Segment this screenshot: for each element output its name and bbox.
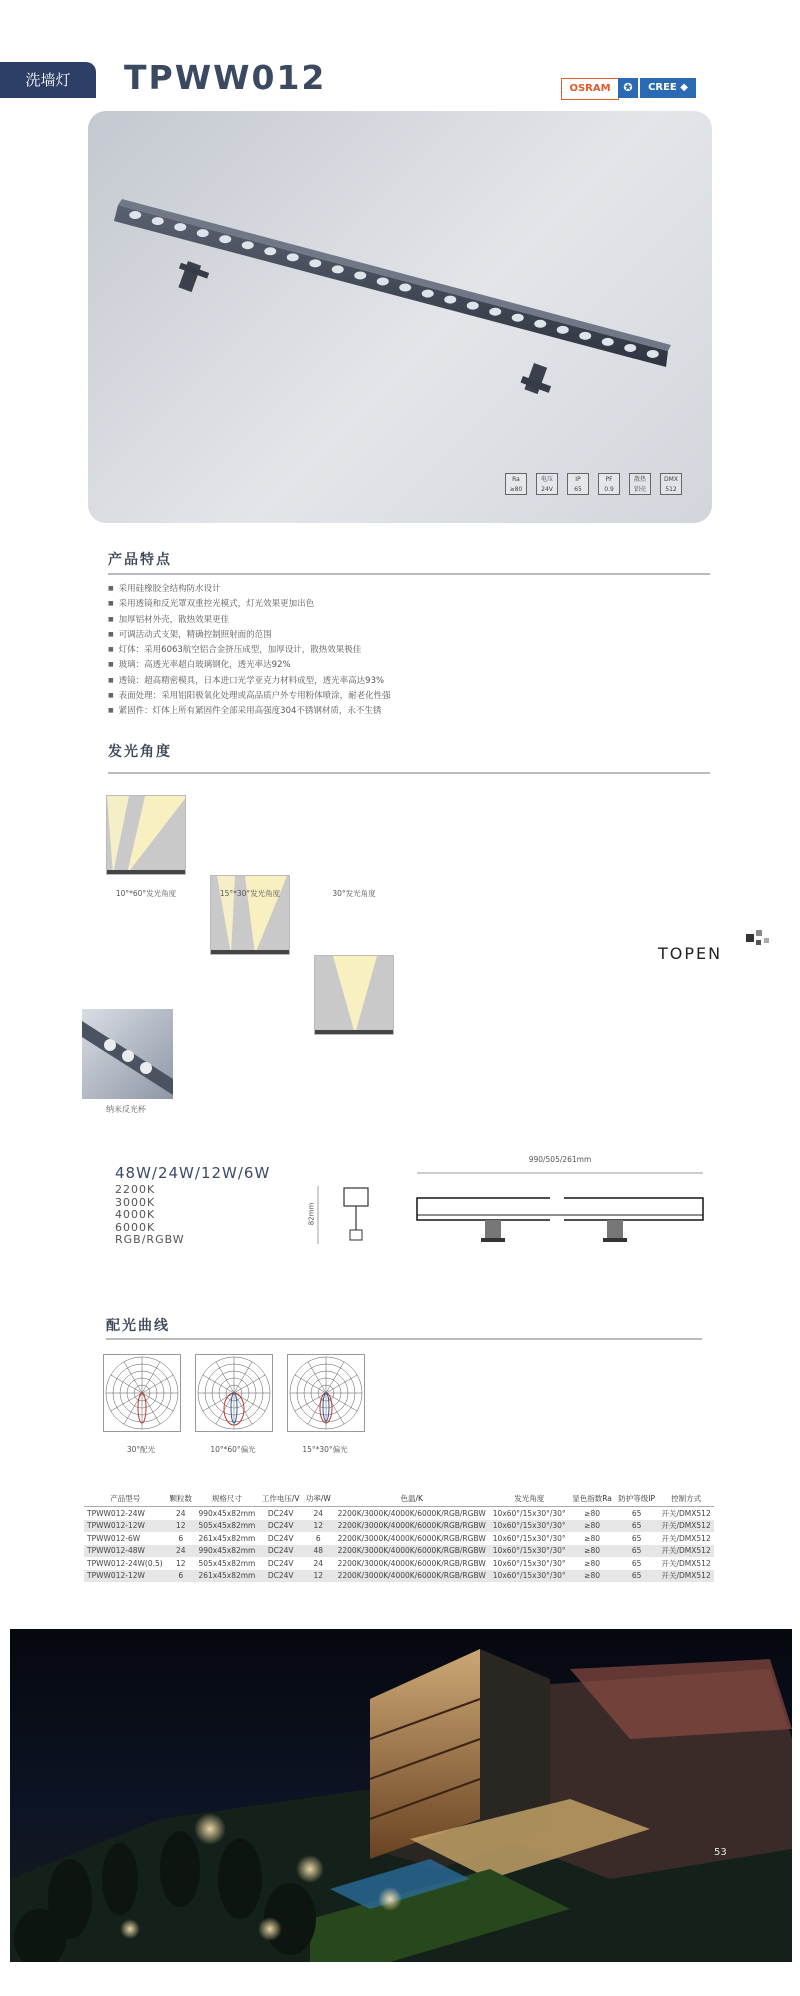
- led-lens: [512, 314, 524, 322]
- table-cell: 开关/DMX512: [658, 1520, 714, 1533]
- ra-icon: Ra ≥80: [505, 473, 527, 495]
- led-lens: [489, 308, 501, 316]
- led-lens: [534, 320, 546, 328]
- table-cell: TPWW012-24W(0.5): [87, 1558, 163, 1568]
- color-temperature-list: [115, 1184, 185, 1247]
- column-header: 发光角度: [489, 1491, 569, 1507]
- side-view-drawing: [307, 1180, 380, 1250]
- table-cell: 24: [176, 1508, 186, 1518]
- led-lens: [219, 235, 231, 243]
- table-cell: TPWW012-12W: [84, 1520, 166, 1533]
- table-cell: 2200K/3000K/4000K/6000K/RGB/RGBW: [337, 1558, 486, 1568]
- table-cell: 65: [631, 1558, 642, 1568]
- table-cell: 990x45x82mm: [195, 1545, 258, 1558]
- led-lens: [444, 296, 456, 304]
- beam-diagram-10x60: [106, 795, 186, 875]
- color-temp-item: 4000K: [115, 1208, 156, 1221]
- wall-washer-illustration: [88, 111, 712, 523]
- table-row: [84, 1545, 714, 1558]
- table-cell: 65: [631, 1508, 642, 1518]
- topen-logo: [658, 944, 722, 963]
- osram-logo: OSRAM: [561, 78, 619, 100]
- page-number: 53: [714, 1847, 727, 1858]
- table-cell: ≥80: [569, 1520, 615, 1533]
- ip-icon: IP 65: [567, 473, 589, 495]
- length-dimension: 990/505/261mm: [528, 1155, 592, 1164]
- table-row: [84, 1507, 714, 1520]
- beam-diagram-15x30: [210, 875, 290, 955]
- beam-caption: 10°*60°发光角度: [115, 889, 177, 898]
- table-cell: 10x60°/15x30°/30°: [492, 1508, 566, 1518]
- table-cell: 24: [313, 1508, 324, 1518]
- table-cell: 2200K/3000K/4000K/6000K/RGB/RGBW: [334, 1520, 490, 1533]
- led-lens: [579, 332, 591, 340]
- led-lens: [467, 302, 479, 310]
- spec-icon-row: [505, 473, 682, 495]
- table-cell: 65: [631, 1533, 642, 1543]
- topen-wordmark: TOPEN: [658, 944, 723, 963]
- column-header: 功率/W: [303, 1491, 334, 1507]
- table-cell: ≥80: [569, 1570, 615, 1583]
- table-cell: 12: [176, 1558, 186, 1568]
- curve-caption: 30°配光: [126, 1445, 156, 1454]
- beam-caption: 15°*30°发光角度: [219, 889, 281, 898]
- table-cell: 12: [303, 1520, 334, 1533]
- feature-item: ■ 紧固件：灯体上所有紧固件全部采用高强度304不锈钢材质，永不生锈: [108, 704, 391, 719]
- table-cell: TPWW012-48W: [84, 1545, 166, 1558]
- column-header: 工作电压/V: [259, 1491, 303, 1507]
- led-lens: [174, 223, 186, 231]
- table-cell: 10x60°/15x30°/30°: [492, 1558, 566, 1568]
- table-cell: 6: [178, 1533, 184, 1543]
- polar-curve-30: [103, 1354, 181, 1432]
- table-cell: 10x60°/15x30°/30°: [489, 1520, 569, 1533]
- features-list: [108, 582, 391, 720]
- table-cell: 261x45x82mm: [195, 1570, 258, 1583]
- light-curve-divider: [106, 1338, 702, 1340]
- color-temp-item: 3000K: [115, 1195, 156, 1209]
- led-lens: [602, 338, 614, 346]
- feature-item: ■ 透镜：超高精密模具，日本进口光学亚克力材料成型，透光率高达93%: [108, 674, 391, 689]
- table-cell: 505x45x82mm: [195, 1520, 258, 1533]
- table-header-row: [84, 1491, 714, 1507]
- voltage-icon: 电压 24V: [536, 473, 558, 495]
- heat-sink-icon: 散热 铝壳: [629, 473, 651, 495]
- detail-caption: 纳米反光杯: [106, 1105, 146, 1114]
- table-cell: 990x45x82mm: [198, 1508, 256, 1518]
- category-tab: 洗墙灯: [0, 62, 96, 98]
- beam-angle-heading: 发光角度: [108, 744, 172, 760]
- column-header: 显色指数Ra: [569, 1491, 615, 1507]
- table-cell: 65: [615, 1570, 658, 1583]
- topen-mark-icon: [736, 930, 772, 954]
- table-row: [84, 1570, 714, 1583]
- table-cell: 65: [615, 1545, 658, 1558]
- application-night-photo: [10, 1629, 792, 1962]
- led-lens: [129, 211, 141, 219]
- front-view-drawing: [415, 1155, 705, 1245]
- feature-item: ■ 可调活动式支架，精确控制照射面的范围: [108, 628, 391, 643]
- table-row: [84, 1532, 714, 1545]
- table-cell: 48: [303, 1545, 334, 1558]
- table-cell: TPWW012-24W: [87, 1508, 145, 1518]
- table-cell: ≥80: [584, 1533, 600, 1543]
- color-temp-item: 6000K: [115, 1220, 156, 1234]
- table-cell: ≥80: [584, 1508, 600, 1518]
- height-dimension: 82mm: [307, 1202, 316, 1226]
- led-lens: [332, 265, 344, 273]
- table-row: [84, 1557, 714, 1570]
- table-cell: DC24V: [259, 1570, 303, 1583]
- led-lens: [309, 259, 321, 267]
- column-header: 防护等级IP: [615, 1491, 658, 1507]
- table-cell: TPWW012-12W: [84, 1570, 166, 1583]
- led-lens: [377, 277, 389, 285]
- table-cell: ≥80: [569, 1545, 615, 1558]
- table-cell: 10x60°/15x30°/30°: [489, 1545, 569, 1558]
- led-lens: [624, 344, 636, 352]
- spec-table-wrap: [84, 1491, 714, 1582]
- led-lens: [242, 241, 254, 249]
- table-cell: 2200K/3000K/4000K/6000K/RGB/RGBW: [334, 1545, 490, 1558]
- reflector-detail-photo: [82, 1009, 173, 1099]
- polar-curve-15x30: [287, 1354, 365, 1432]
- night-building-illustration: [10, 1629, 792, 1962]
- feature-item: ■ 表面处理：采用铝阳极氧化处理或高品质户外专用粉体喷涂，耐老化性强: [108, 689, 391, 704]
- curve-caption: 15°*30°偏光: [302, 1445, 348, 1454]
- feature-item: ■ 灯体：采用6063航空铝合金挤压成型，加厚设计，散热效果极佳: [108, 643, 391, 658]
- table-cell: 2200K/3000K/4000K/6000K/RGB/RGBW: [334, 1570, 490, 1583]
- product-hero-image: [88, 111, 712, 523]
- table-cell: DC24V: [267, 1533, 294, 1543]
- light-curve-heading: 配光曲线: [106, 1318, 170, 1334]
- table-cell: 10x60°/15x30°/30°: [492, 1533, 566, 1543]
- table-cell: 开关/DMX512: [661, 1558, 711, 1568]
- table-cell: ≥80: [584, 1558, 600, 1568]
- column-header: 产品型号: [84, 1491, 166, 1507]
- table-cell: DC24V: [267, 1558, 294, 1568]
- beam-caption: 30°发光角度: [332, 889, 376, 898]
- table-cell: 261x45x82mm: [198, 1533, 256, 1543]
- table-cell: 开关/DMX512: [658, 1545, 714, 1558]
- philips-logo: ✪: [618, 78, 638, 98]
- table-cell: TPWW012-6W: [87, 1533, 141, 1543]
- table-row: [84, 1520, 714, 1533]
- table-cell: 24: [313, 1558, 324, 1568]
- column-header: 控制方式: [658, 1491, 714, 1507]
- page-title: TPWW012: [124, 58, 327, 97]
- table-cell: 开关/DMX512: [661, 1533, 711, 1543]
- color-temp-item: 2200K: [115, 1183, 156, 1196]
- led-lens: [647, 350, 659, 358]
- led-lens: [354, 271, 366, 279]
- cree-logo: CREE ◆: [640, 78, 696, 98]
- features-divider: [108, 573, 710, 575]
- feature-item: ■ 加厚铝材外壳，散热效果更佳: [108, 613, 391, 628]
- power-options: 48W/24W/12W/6W: [115, 1164, 271, 1182]
- table-cell: 6: [166, 1570, 195, 1583]
- led-lens: [264, 247, 276, 255]
- table-cell: 开关/DMX512: [658, 1570, 714, 1583]
- led-lens: [287, 253, 299, 261]
- led-lens: [422, 290, 434, 298]
- table-cell: 505x45x82mm: [198, 1558, 256, 1568]
- pf-icon: PF 0.9: [598, 473, 620, 495]
- table-cell: 12: [166, 1520, 195, 1533]
- column-header: 色温/K: [334, 1491, 490, 1507]
- led-lens: [152, 217, 164, 225]
- curve-caption: 10°*60°偏光: [210, 1445, 256, 1454]
- table-cell: 24: [166, 1545, 195, 1558]
- led-lens: [557, 326, 569, 334]
- table-cell: 6: [315, 1533, 321, 1543]
- features-heading: 产品特点: [108, 552, 172, 568]
- table-cell: 65: [615, 1520, 658, 1533]
- table-cell: 10x60°/15x30°/30°: [489, 1570, 569, 1583]
- table-cell: 2200K/3000K/4000K/6000K/RGB/RGBW: [337, 1533, 486, 1543]
- beam-diagram-30: [314, 955, 394, 1035]
- table-cell: 2200K/3000K/4000K/6000K/RGB/RGBW: [337, 1508, 486, 1518]
- column-header: 规格尺寸: [195, 1491, 258, 1507]
- polar-curve-10x60: [195, 1354, 273, 1432]
- table-cell: DC24V: [259, 1545, 303, 1558]
- table-cell: 开关/DMX512: [661, 1508, 711, 1518]
- led-lens: [197, 229, 209, 237]
- feature-item: ■ 采用透镜和反光罩双重控光模式，灯光效果更加出色: [108, 597, 391, 612]
- column-header: 颗粒数: [166, 1491, 195, 1507]
- feature-item: ■ 玻璃：高透光率超白玻璃钢化，透光率达92%: [108, 658, 391, 673]
- spec-table: [84, 1491, 714, 1582]
- table-cell: DC24V: [267, 1508, 294, 1518]
- led-lens: [399, 284, 411, 292]
- color-temp-item: RGB/RGBW: [115, 1233, 185, 1246]
- table-cell: 12: [303, 1570, 334, 1583]
- table-cell: DC24V: [259, 1520, 303, 1533]
- beam-angle-divider: [108, 772, 710, 774]
- feature-item: ■ 采用硅橡胶全结构防水设计: [108, 582, 391, 597]
- dmx-icon: DMX 512: [660, 473, 682, 495]
